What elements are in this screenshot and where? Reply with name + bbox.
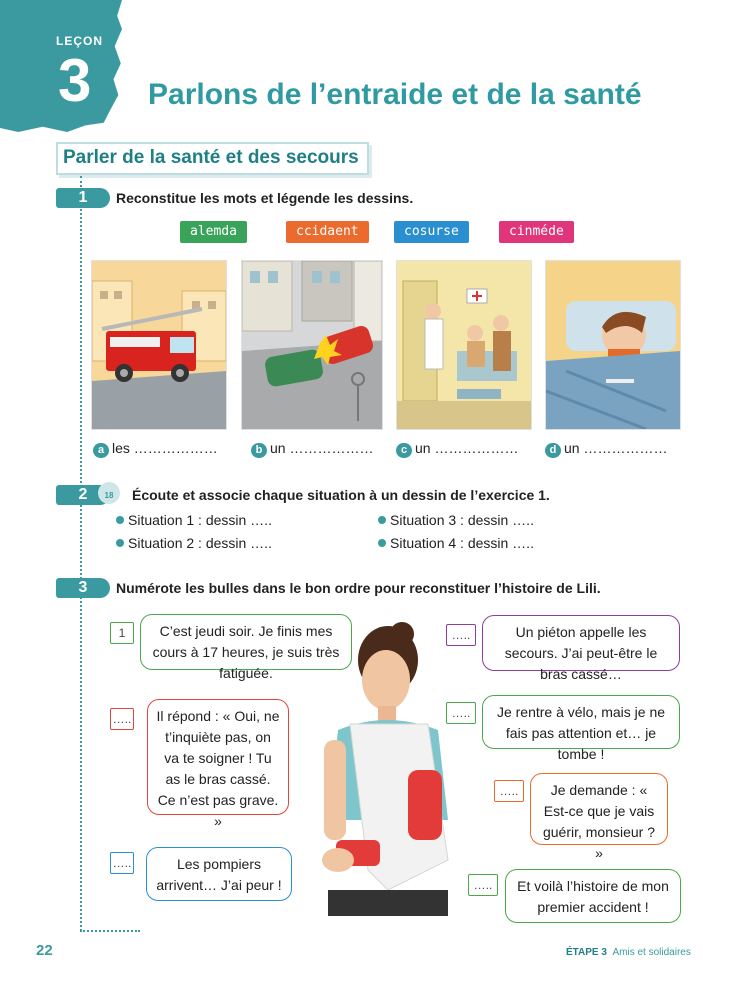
section-title: Parler de la santé et des secours <box>56 142 369 175</box>
lesson-label: LEÇON <box>56 34 103 48</box>
bullet-icon <box>116 539 124 547</box>
caption-a-text: les ……………… <box>112 440 218 456</box>
dotted-margin-line <box>80 176 82 931</box>
situation-4: Situation 4 : dessin ….. <box>378 535 534 551</box>
situation-1: Situation 1 : dessin ….. <box>116 512 272 528</box>
situation-3: Situation 3 : dessin ….. <box>378 512 534 528</box>
bubble-number-box[interactable]: ….. <box>110 708 134 730</box>
exercise-1-number: 1 <box>56 188 110 208</box>
bubble-number-box[interactable]: ….. <box>110 852 134 874</box>
caption-letter: a <box>93 443 109 458</box>
speech-bubble: Les pompiers arrivent… J’ai peur ! <box>146 847 292 901</box>
footer-step-label: ÉTAPE 3 <box>566 947 607 958</box>
speech-bubble: Je demande : « Est-ce que je vais guérir, monsieur ? » <box>530 773 668 845</box>
situation-2: Situation 2 : dessin ….. <box>116 535 272 551</box>
bullet-icon <box>116 516 124 524</box>
footer-step <box>566 947 691 958</box>
caption-letter: b <box>251 443 267 458</box>
exercise-3-instruction: Numérote les bulles dans le bon ordre pour reconstituer l’histoire de Lili. <box>116 580 601 596</box>
caption-d-text: un ……………… <box>564 440 668 456</box>
audio-track-icon[interactable]: 18 <box>98 482 120 504</box>
speech-bubble: Et voilà l’histoire de mon premier accident ! <box>505 869 681 923</box>
caption-letter: c <box>396 443 412 458</box>
caption-c-text: un ……………… <box>415 440 519 456</box>
bubble-number-box[interactable]: ….. <box>468 874 498 896</box>
exercise-3-number: 3 <box>56 578 110 598</box>
bullet-icon <box>378 539 386 547</box>
exercise-1-instruction: Reconstitue les mots et légende les dessins. <box>116 190 414 206</box>
illustration-sick-girl <box>545 260 681 430</box>
illustration-fire-truck <box>91 260 227 430</box>
illustration-doctor-office <box>396 260 532 430</box>
bubble-number-box[interactable]: 1 <box>110 622 134 644</box>
dotted-margin-line-bottom <box>80 930 140 932</box>
caption-letter: d <box>545 443 561 458</box>
caption-b-text: un ……………… <box>270 440 374 456</box>
lesson-number: 3 <box>58 47 92 114</box>
word-tag-4: cinméde <box>499 221 574 243</box>
caption-d <box>545 440 667 458</box>
speech-bubble: Un piéton appelle les secours. J’ai peut-être le bras cassé… <box>482 615 680 671</box>
caption-b <box>251 440 373 458</box>
footer-step-title: Amis et solidaires <box>612 947 691 958</box>
exercise-2-number: 2 <box>56 485 110 505</box>
word-tag-1: alemda <box>180 221 247 243</box>
page-title: Parlons de l’entraide et de la santé <box>148 78 642 111</box>
caption-a <box>93 440 218 458</box>
page-number: 22 <box>36 942 53 959</box>
speech-bubble: Je rentre à vélo, mais je ne fais pas attention et… je tombe ! <box>482 695 680 749</box>
word-tag-2: ccidaent <box>286 221 369 243</box>
bullet-icon <box>378 516 386 524</box>
caption-c <box>396 440 518 458</box>
bubble-number-box[interactable]: ….. <box>494 780 524 802</box>
exercise-2-instruction: Écoute et associe chaque situation à un dessin de l’exercice 1. <box>132 487 550 503</box>
speech-bubble: C’est jeudi soir. Je finis mes cours à 17 heures, je suis très fatiguée. <box>140 614 352 670</box>
speech-bubble: Il répond : « Oui, ne t’inquiète pas, on va te soigner ! Tu as le bras cassé. Ce n’est pas grave. » <box>147 699 289 815</box>
word-tag-3: cosurse <box>394 221 469 243</box>
illustration-car-accident <box>241 260 383 430</box>
bubble-number-box[interactable]: ….. <box>446 702 476 724</box>
bubble-number-box[interactable]: ….. <box>446 624 476 646</box>
